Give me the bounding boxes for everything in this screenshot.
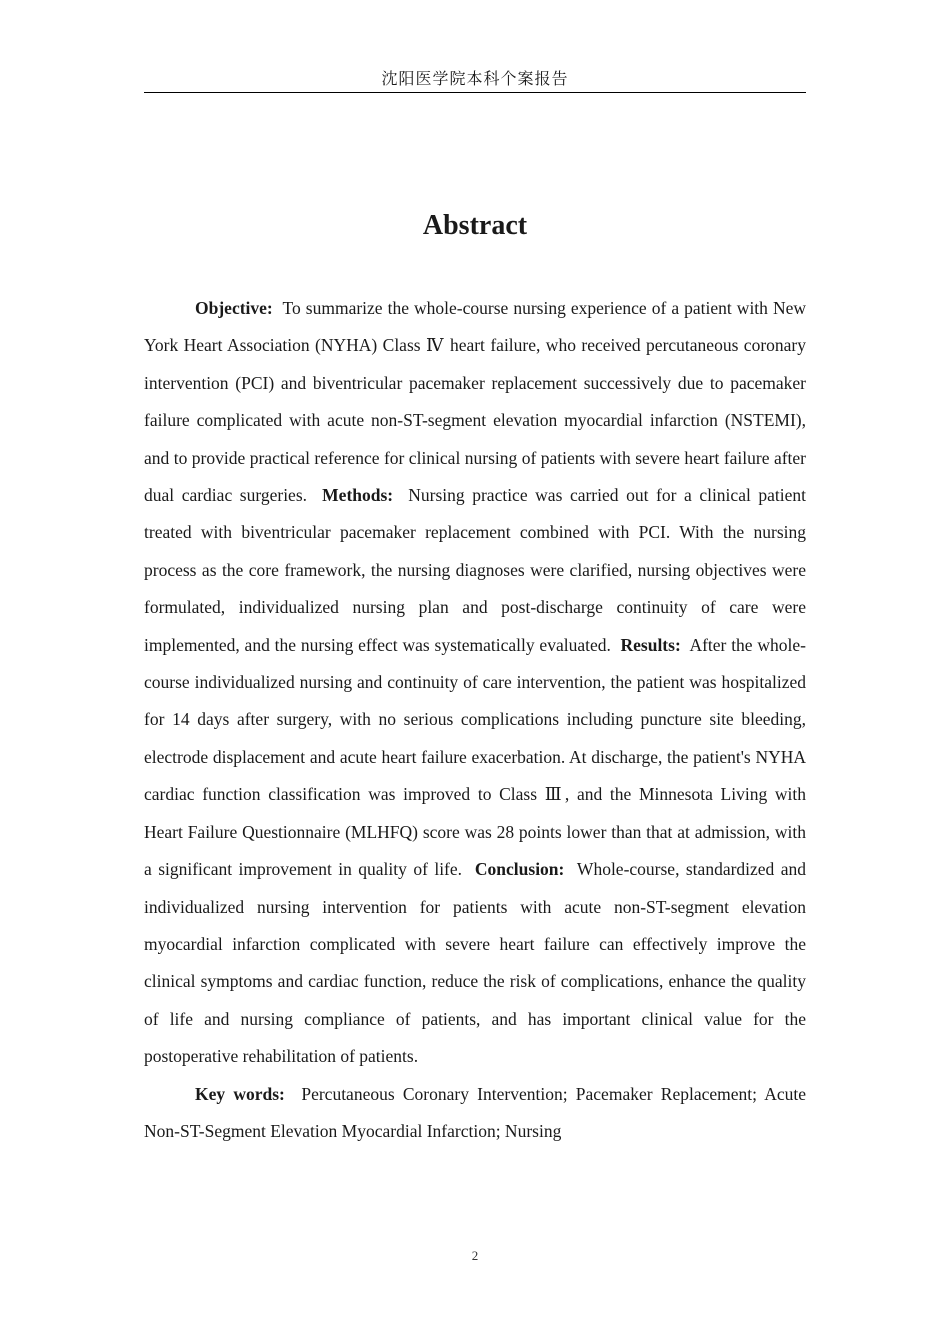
abstract-title: Abstract (422, 210, 528, 241)
page-number: 2 (471, 1248, 479, 1263)
running-header: 沈阳医学院本科个案报告 (144, 66, 806, 93)
abstract-paragraph (144, 290, 806, 1076)
objective-label: Objective: (195, 298, 273, 318)
methods-label: Methods: (322, 485, 394, 506)
keywords-text: Percutaneous Coronary Intervention; Pacemaker Replacement; Acute Non-ST-Segment Elevation Myocardial Infarction; Nursing (144, 1083, 807, 1141)
objective-text: To summarize the whole-course nursing experience of a patient with New York Heart Association (NYHA) Class Ⅳ heart failure, who received percutaneous coronary intervention (PCI) and biventricular pacemaker replacement successively due to pacemaker failure complicated with acute non-ST-segment elevation myocardial infarction (NSTEMI), and to provide practical reference for clinical nursing of patients with severe heart failure after dual cardiac surgeries. (144, 298, 806, 506)
results-label: Results: (620, 634, 681, 655)
keywords-paragraph (144, 1076, 806, 1151)
conclusion-label: Conclusion: (474, 859, 565, 880)
results-text: After the whole-course individualized nursing and continuity of care intervention, the patient was hospitalized for 14 days after surgery, with no serious complications including puncture site bleeding, electrode displacement and acute heart failure exacerbation. At discharge, the patient's NYHA cardiac function classification was improved to Class Ⅲ, and the Minnesota Living with Heart Failure Questionnaire (MLHFQ) score was 28 points lower than that at admission, with a significant improvement in quality of life. (144, 634, 806, 880)
abstract-body (144, 290, 806, 1150)
keywords-label: Key words: (195, 1083, 285, 1104)
conclusion-text: Whole-course, standardized and individualized nursing intervention for patients with acute non-ST-segment elevation myocardial infarction complicated with severe heart failure can effectively improve the clinical symptoms and cardiac function, reduce the risk of complications, enhance the quality of life and nursing compliance of patients, and has important clinical value for the postoperative rehabilitation of patients. (144, 859, 807, 1067)
methods-text: Nursing practice was carried out for a clinical patient treated with biventricular pacemaker replacement combined with PCI. With the nursing process as the core framework, the nursing diagnoses were clarified, nursing objectives were formulated, individualized nursing plan and post-discharge continuity of care were implemented, and the nursing effect was systematically evaluated. (144, 485, 807, 655)
